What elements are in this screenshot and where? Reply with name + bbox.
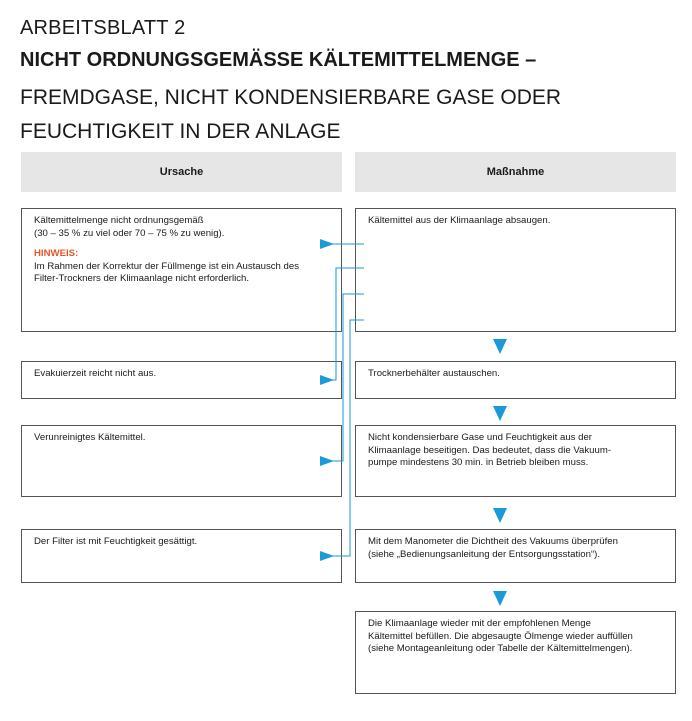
cause-text: (30 – 35 % zu viel oder 70 – 75 % zu wenig). xyxy=(34,227,225,239)
measure-text: (siehe „Bedienungsanleitung der Entsorgungsstation“). xyxy=(368,548,600,560)
column-header-cause: Ursache xyxy=(21,152,342,192)
cause-text: Kältemittelmenge nicht ordnungsgemäß xyxy=(34,215,204,226)
measure-text: Klimaanlage beseitigen. Das bedeutet, dass die Vakuum- xyxy=(368,444,612,456)
cause-text: Verunreinigtes Kältemittel. xyxy=(34,432,146,443)
arrow-down-icon xyxy=(493,406,507,421)
measure-text: Die Klimaanlage wieder mit der empfohlenen Menge xyxy=(368,618,591,629)
cause-text: Evakuierzeit reicht nicht aus. xyxy=(34,368,157,379)
cause-text: Der Filter ist mit Feuchtigkeit gesättigt. xyxy=(34,536,198,547)
arrow-left-icon xyxy=(320,456,334,466)
worksheet-label: ARBEITSBLATT 2 xyxy=(20,17,186,39)
connector-line xyxy=(322,294,364,461)
measure-text: Nicht kondensierbare Gase und Feuchtigkeit aus der xyxy=(368,432,592,443)
page-subtitle-line2: FEUCHTIGKEIT IN DER ANLAGE xyxy=(20,120,341,143)
measure-text: Kältemittel aus der Klimaanlage absaugen. xyxy=(368,215,551,226)
measure-text: (siehe Montageanleitung oder Tabelle der Kältemittelmengen). xyxy=(368,643,633,654)
measure-text: Mit dem Manometer die Dichtheit des Vakuums überprüfen xyxy=(368,536,618,547)
arrow-left-icon xyxy=(320,239,334,249)
hint-label: HINWEIS: xyxy=(34,248,79,259)
measure-text: Trocknerbehälter austauschen. xyxy=(368,368,500,379)
measure-text: pumpe mindestens 30 min. in Betrieb bleiben muss. xyxy=(368,457,589,468)
page-subtitle-line1: FREMDGASE, NICHT KONDENSIERBARE GASE ODER xyxy=(20,86,562,109)
arrow-down-icon xyxy=(493,339,507,354)
column-header-measure: Maßnahme xyxy=(355,152,676,192)
page-title: NICHT ORDNUNGSGEMÄSSE KÄLTEMITTELMENGE – xyxy=(20,49,537,71)
arrow-down-icon xyxy=(493,591,507,606)
hint-text: Filter-Trockners der Klimaanlage nicht erforderlich. xyxy=(34,273,250,284)
arrow-left-icon xyxy=(320,375,334,385)
hint-text: Im Rahmen der Korrektur der Füllmenge ist ein Austausch des xyxy=(34,260,300,272)
arrow-left-icon xyxy=(320,551,334,561)
arrow-down-icon xyxy=(493,508,507,523)
measure-text: Kältemittel befüllen. Die abgesaugte Ölmenge wieder auffüllen xyxy=(368,630,633,642)
